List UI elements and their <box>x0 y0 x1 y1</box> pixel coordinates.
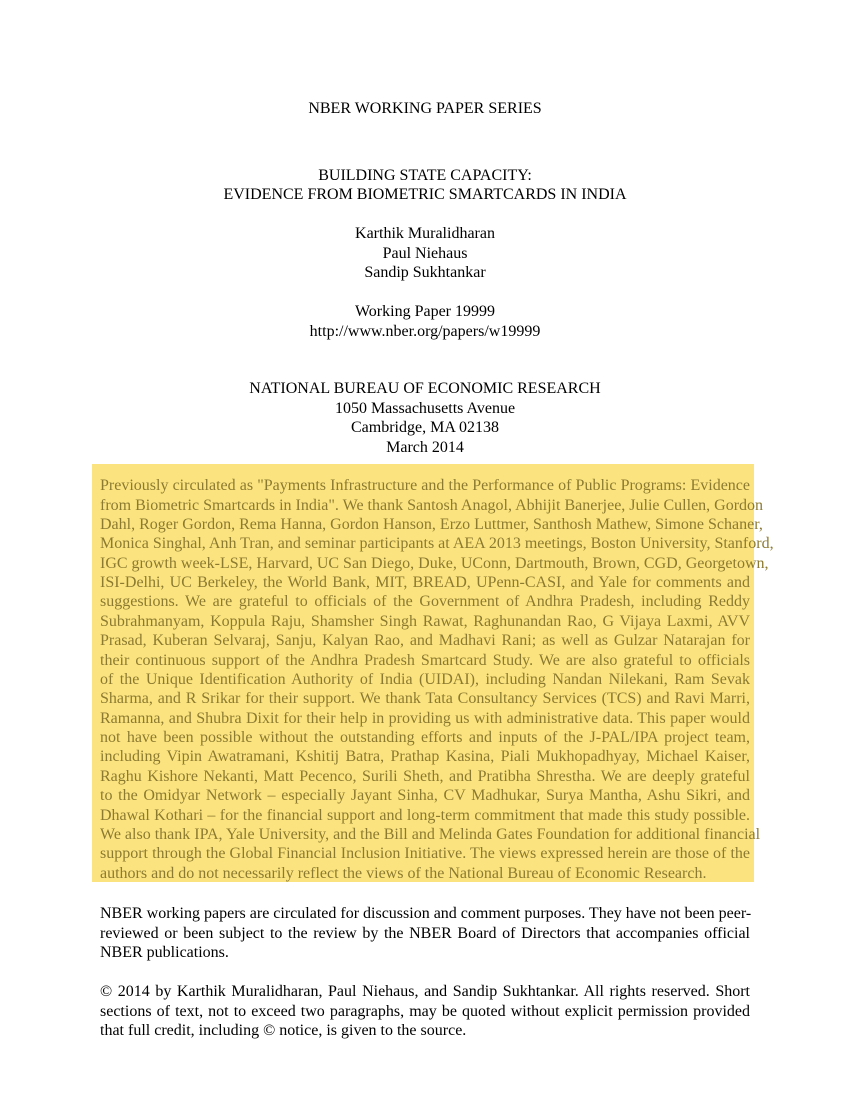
acknowledgements-line: their continuous support of the Andhra Pradesh Smartcard Study. We are also grateful to officials <box>100 652 750 669</box>
disclaimer-line: NBER working papers are circulated for discussion and comment purposes. They have not been peer- <box>100 905 752 922</box>
author-name: Karthik Muralidharan <box>355 225 495 242</box>
copyright-line: sections of text, not to exceed two paragraphs, may be quoted without explicit permission provided <box>100 1003 750 1020</box>
acknowledgements-line: Ramanna, and Shubra Dixit for their help in providing us with administrative data. This paper would <box>100 710 750 727</box>
acknowledgements-line: Dhawal Kothari – for the financial support and long-term commitment that made this study possible. <box>100 807 750 824</box>
copyright-line: © 2014 by Karthik Muralidharan, Paul Niehaus, and Sandip Sukhtankar. All rights reserved. Short <box>100 983 750 1000</box>
acknowledgements-line: Sharma, and R Srikar for their support. We thank Tata Consultancy Services (TCS) and Ravi Marri, <box>100 690 750 707</box>
copyright-line: that full credit, including © notice, is given to the source. <box>100 1022 467 1039</box>
acknowledgements-line: Prasad, Kuberan Selvaraj, Sanju, Kalyan Rao, and Madhavi Rani; as well as Gulzar Natarajan for <box>100 632 750 649</box>
acknowledgements-line: ISI-Delhi, UC Berkeley, the World Bank, MIT, BREAD, UPenn-CASI, and Yale for comments and <box>100 574 750 591</box>
author-name: Paul Niehaus <box>382 244 468 262</box>
series-heading: NBER WORKING PAPER SERIES <box>308 100 542 117</box>
institution-block <box>0 379 850 457</box>
acknowledgements-line: Previously circulated as "Payments Infrastructure and the Performance of Public Programs: Evidence <box>100 477 750 494</box>
institution-street: 1050 Massachusetts Avenue <box>334 399 516 417</box>
acknowledgements-line: IGC growth week-LSE, Harvard, UC San Diego, Duke, UConn, Dartmouth, Brown, CGD, Georgetown, <box>100 555 769 572</box>
acknowledgements-line: of the Unique Identification Authority of India (UIDAI), including Nandan Nilekani, Ram Sevak <box>100 671 750 688</box>
author-name: Sandip Sukhtankar <box>364 264 486 281</box>
working-paper-url[interactable]: http://www.nber.org/papers/w19999 <box>309 322 541 340</box>
acknowledgements-line: Dahl, Roger Gordon, Rema Hanna, Gordon Hanson, Erzo Luttmer, Santhosh Mathew, Simone Schaner, <box>100 516 763 533</box>
acknowledgements-line: Subrahmanyam, Koppula Raju, Shamsher Singh Rawat, Raghunandan Rao, G Vijaya Laxmi, AVV <box>100 613 750 630</box>
institution-city: Cambridge, MA 02138 <box>351 419 499 436</box>
disclaimer-line: reviewed or been subject to the review by the NBER Board of Directors that accompanies official <box>100 925 750 942</box>
acknowledgements-line: Raghu Kishore Nekanti, Matt Pecenco, Surili Sheth, and Pratibha Shrestha. We are deeply grateful <box>100 768 750 785</box>
acknowledgements-line: from Biometric Smartcards in India". We thank Santosh Anagol, Abhijit Banerjee, Julie Cullen, Gordon <box>100 497 764 514</box>
acknowledgements-line: We also thank IPA, Yale University, and the Bill and Melinda Gates Foundation for additional financial <box>100 826 761 843</box>
institution-name: NATIONAL BUREAU OF ECONOMIC RESEARCH <box>249 380 601 397</box>
acknowledgements-line: authors and do not necessarily reflect the views of the National Bureau of Economic Research. <box>100 865 707 882</box>
paper-title-line-1: BUILDING STATE CAPACITY: <box>318 167 532 184</box>
acknowledgements-line: suggestions. We are grateful to officials of the Government of Andhra Pradesh, including Reddy <box>100 593 750 610</box>
publication-date: March 2014 <box>386 438 464 456</box>
author-list <box>0 224 850 283</box>
acknowledgements-line: not have been possible without the outstanding efforts and inputs of the J-PAL/IPA project team, <box>100 729 750 746</box>
acknowledgements-line: Monica Singhal, Anh Tran, and seminar participants at AEA 2013 meetings, Boston University, Stanford, <box>100 535 774 552</box>
acknowledgements-line: support through the Global Financial Inclusion Initiative. The views expressed herein are those of the <box>100 845 750 862</box>
acknowledgements-line: including Vipin Awatramani, Kshitij Batra, Prathap Kasina, Piali Mukhopadhyay, Michael Kaiser, <box>100 748 750 765</box>
working-paper-number: Working Paper 19999 <box>354 303 496 320</box>
paper-title-line-2: EVIDENCE FROM BIOMETRIC SMARTCARDS IN INDIA <box>223 186 627 203</box>
working-paper-info <box>0 302 850 341</box>
acknowledgements-line: to the Omidyar Network – especially Jayant Sinha, CV Madhukar, Surya Mantha, Ashu Sikri, and <box>100 787 750 804</box>
disclaimer-line: NBER publications. <box>100 944 229 961</box>
